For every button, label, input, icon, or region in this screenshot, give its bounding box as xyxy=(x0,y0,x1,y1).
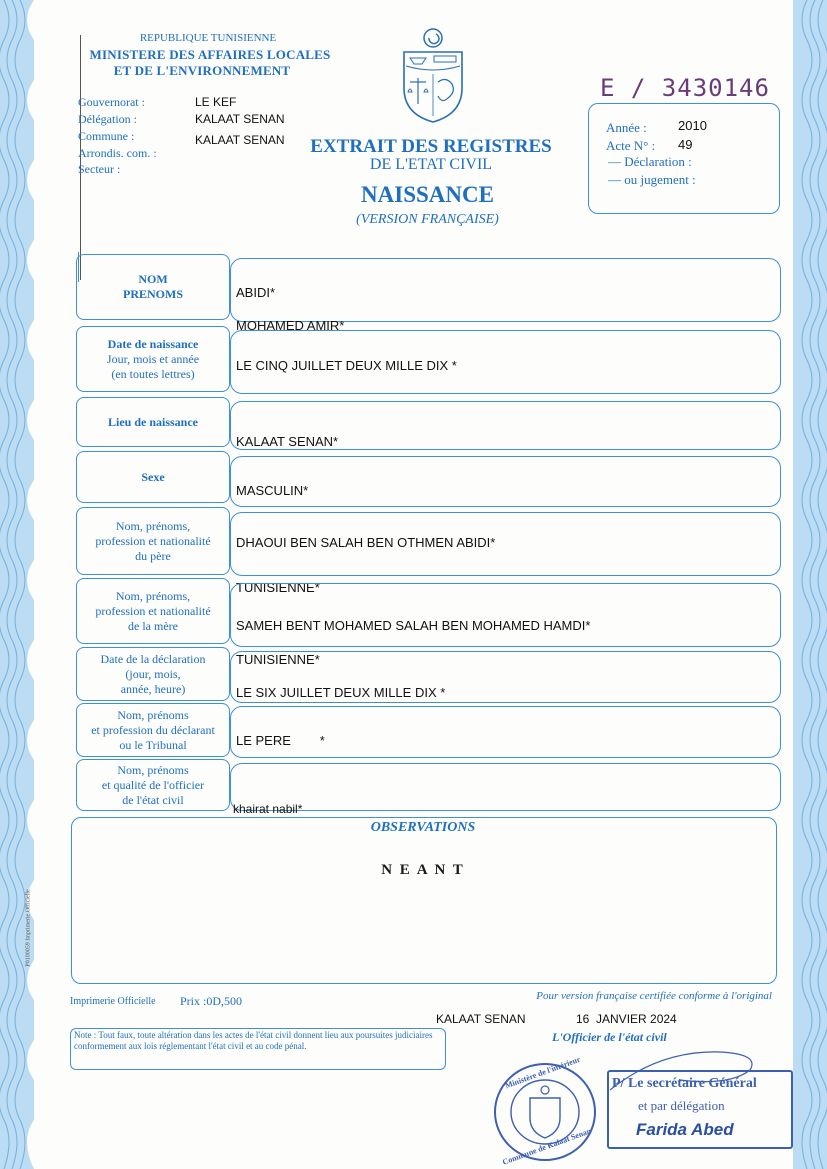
certified-text: Pour version française certifiée conforme à l'original xyxy=(536,990,772,1002)
signature-line1: P/ Le secrétaire Général xyxy=(612,1076,757,1091)
ministry-line1: MINISTERE DES AFFAIRES LOCALES xyxy=(89,47,331,62)
jugement-label: — ou jugement : xyxy=(608,172,696,187)
nom-label-box xyxy=(76,254,230,320)
title-line1: EXTRAIT DES REGISTRES xyxy=(310,136,552,157)
sexe-label-box xyxy=(76,451,230,503)
document-type: NAISSANCE xyxy=(361,182,494,207)
admin-delegation-label: Délégation : xyxy=(78,112,137,126)
observations-text: N E A N T xyxy=(381,862,465,878)
sexe-label: Sexe xyxy=(141,469,165,484)
acte-value: 49 xyxy=(678,137,693,152)
observations-title: OBSERVATIONS xyxy=(370,820,476,835)
nom-value-box xyxy=(230,258,781,322)
left-wave-border xyxy=(0,0,34,1169)
pere-label3: du père xyxy=(135,548,171,563)
observations-box xyxy=(71,817,777,984)
pere-label2: profession et nationalité xyxy=(95,533,211,548)
annee-label: Année : xyxy=(606,120,647,135)
admin-secteur-label: Secteur : xyxy=(78,162,121,176)
declarant-label3: ou le Tribunal xyxy=(119,737,187,752)
issue-place: KALAAT SENAN xyxy=(436,1012,526,1026)
officier-label2: et qualité de l'officier xyxy=(101,777,205,792)
document-number: E / 3430146 xyxy=(600,74,770,102)
mere-value: SAMEH BENT MOHAMED SALAH BEN MOHAMED HAMDI* xyxy=(236,618,591,633)
pere-label-box xyxy=(76,507,230,575)
mere-label-box xyxy=(76,578,230,644)
declaration-date-label2: (jour, mois, xyxy=(125,666,181,681)
officier-value: khairat nabil* xyxy=(233,802,303,816)
officier-label3: de l'état civil xyxy=(122,792,184,807)
declarant-label2: et profession du déclarant xyxy=(91,722,215,737)
admin-commune-label: Commune : xyxy=(78,129,135,143)
date-naissance-label: Date de naissance xyxy=(107,336,199,351)
declaration-date-label1: Date de la déclaration xyxy=(100,651,206,666)
declarant-value: LE PERE * xyxy=(236,733,325,748)
pere-value: DHAOUI BEN SALAH BEN OTHMEN ABIDI* xyxy=(236,535,496,550)
imprimerie-label: Imprimerie Officielle xyxy=(70,996,156,1007)
ministry-line2: ET DE L'ENVIRONNEMENT xyxy=(113,63,291,78)
lieu-label: Lieu de naissance xyxy=(107,414,198,429)
mere-value-box xyxy=(230,583,781,647)
declaration-label: — Déclaration : xyxy=(608,154,692,169)
admin-gouvernorat-label: Gouvernorat : xyxy=(78,95,145,109)
date-naissance-value: LE CINQ JUILLET DEUX MILLE DIX * xyxy=(236,358,457,373)
issue-date: 16 JANVIER 2024 xyxy=(576,1012,677,1026)
officier-label1: Nom, prénoms xyxy=(117,762,189,777)
title-line2: DE L'ETAT CIVIL xyxy=(369,156,493,173)
prix-label: Prix :0D,500 xyxy=(180,994,243,1008)
mere-label1: Nom, prénoms, xyxy=(115,588,191,603)
coat-of-arms-icon xyxy=(398,26,468,126)
republic-label: REPUBLIQUE TUNISIENNE xyxy=(139,32,277,44)
declaration-date-value: LE SIX JUILLET DEUX MILLE DIX * xyxy=(236,685,446,700)
declarant-label-box xyxy=(76,703,230,757)
admin-gouvernorat-value: LE KEF xyxy=(195,95,237,109)
right-wave-border xyxy=(793,0,827,1169)
signature-line2: et par délégation xyxy=(638,1098,725,1113)
acte-label: Acte N° : xyxy=(606,138,656,153)
lieu-value: KALAAT SENAN* xyxy=(236,434,339,449)
date-naissance-sub1: Jour, mois et année xyxy=(106,351,200,366)
officer-title: L'Officier de l'état civil xyxy=(552,1030,667,1044)
pere-nationality: TUNISIENNE* xyxy=(236,580,320,595)
sexe-value: MASCULIN* xyxy=(236,483,309,498)
pere-label1: Nom, prénoms, xyxy=(115,518,191,533)
lieu-label-box xyxy=(76,397,230,447)
sexe-value-box xyxy=(230,456,781,507)
signature-scribble-icon xyxy=(600,1040,790,1100)
nom-value: ABIDI* xyxy=(236,285,276,300)
mere-label2: profession et nationalité xyxy=(95,603,211,618)
declaration-date-label3: année, heure) xyxy=(120,681,186,696)
mere-label3: de la mère xyxy=(128,618,178,633)
date-naissance-label-box xyxy=(76,326,230,392)
prenom-value: MOHAMED AMIR* xyxy=(236,318,345,333)
legal-note-text: Note : Tout faux, toute altération dans les actes de l'état civil donnent lieu aux poursuites judiciaires conformement aux lois réglementant l'état civil et au code pénal. xyxy=(74,1030,433,1051)
prenoms-label: PRENOMS xyxy=(123,287,183,301)
stamp-ring-top: Ministère de l'intérieur xyxy=(503,1054,582,1091)
declarant-label1: Nom, prénoms xyxy=(117,707,189,722)
stamp-ring-bottom: Commune de Kalaat Senan xyxy=(501,1126,593,1167)
document-version: (VERSION FRANÇAISE) xyxy=(356,212,499,227)
declarant-value-box xyxy=(230,706,781,758)
declaration-date-label-box xyxy=(76,647,230,701)
side-print-label: P0100059 Imprimerie Officielle xyxy=(25,889,32,967)
officier-value-box xyxy=(230,763,781,811)
mere-nationality: TUNISIENNE* xyxy=(236,652,320,667)
date-naissance-sub2: (en toutes lettres) xyxy=(111,366,195,381)
admin-arrondis-label: Arrondis. com. : xyxy=(78,146,157,160)
nom-label: NOM xyxy=(138,272,168,286)
signature-name: Farida Abed xyxy=(636,1120,734,1139)
officier-label-box xyxy=(76,759,230,811)
annee-value: 2010 xyxy=(678,118,707,133)
admin-commune-value: KALAAT SENAN xyxy=(195,133,285,147)
admin-delegation-value: KALAAT SENAN xyxy=(195,112,285,126)
